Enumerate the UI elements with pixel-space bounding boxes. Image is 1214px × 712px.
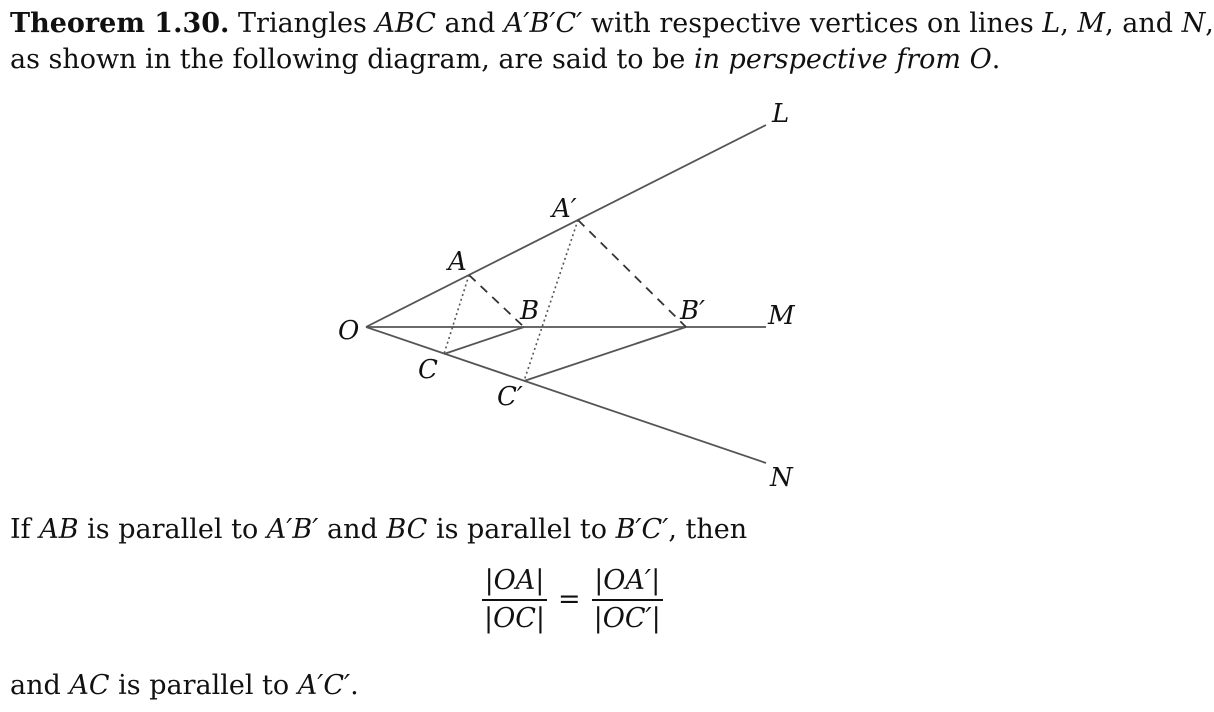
label-b-prime: B′	[680, 296, 706, 326]
label-c: C	[418, 355, 438, 385]
math-abc: ABC	[375, 8, 436, 39]
math-ac: AC	[69, 670, 110, 701]
line-l	[366, 125, 766, 327]
segment-ac-dotted	[444, 275, 469, 354]
text-run: ,	[1060, 8, 1078, 39]
fraction-left	[482, 566, 547, 634]
math-bc: BC	[386, 514, 428, 545]
text-run: with respective vertices on lines	[582, 8, 1043, 39]
fraction-right	[592, 566, 663, 634]
math-ab-prime: A′B′	[266, 514, 319, 545]
condition-statement	[10, 512, 747, 547]
emphasis-in-perspective: in perspective from O	[693, 44, 992, 75]
text-run: is parallel to	[78, 514, 267, 545]
math-ac-prime: A′C′	[297, 670, 351, 701]
segment-b-prime-c-prime	[524, 327, 686, 381]
denominator-oc: |OC|	[484, 602, 545, 634]
text-run: .	[991, 44, 1001, 75]
math-m: M	[1077, 8, 1106, 39]
label-l: L	[772, 99, 790, 129]
segment-bc	[444, 327, 524, 354]
label-a-prime: A′	[552, 194, 577, 224]
text-run: Triangles	[229, 8, 376, 39]
text-run: If	[10, 514, 40, 545]
numerator-oa-prime: |OA′|	[594, 565, 661, 596]
text-run: ,	[1205, 8, 1214, 39]
label-o: O	[338, 316, 360, 346]
denominator-oc-prime: |OC′|	[593, 602, 661, 634]
conclusion-statement	[10, 668, 359, 703]
text-run: is parallel to	[109, 670, 298, 701]
label-m: M	[768, 301, 795, 331]
math-l: L	[1042, 8, 1061, 39]
text-run: is parallel to	[427, 514, 616, 545]
math-ab: AB	[39, 514, 79, 545]
text-run: .	[350, 670, 359, 701]
text-run: as shown in the following diagram, are said to be	[10, 44, 694, 75]
ratio-equation	[482, 566, 663, 634]
theorem-label: Theorem 1.30.	[10, 8, 230, 39]
segment-ab-dashed	[469, 275, 524, 327]
text-run: , and	[1105, 8, 1182, 39]
equals-sign: =	[558, 584, 581, 616]
label-n: N	[770, 463, 793, 493]
label-c-prime: C′	[497, 382, 523, 412]
math-abc-prime: A′B′C′	[503, 8, 583, 39]
text-run: and	[10, 670, 70, 701]
text-run: and	[435, 8, 504, 39]
line-n	[366, 327, 766, 463]
segment-a-prime-b-prime-dashed	[578, 220, 686, 327]
numerator-oa: |OA|	[484, 565, 545, 596]
text-run: , then	[668, 514, 748, 545]
math-n: N	[1181, 8, 1206, 39]
math-bc-prime: B′C′	[615, 514, 669, 545]
label-a: A	[448, 247, 467, 277]
label-b: B	[520, 296, 540, 326]
text-run: and	[318, 514, 387, 545]
